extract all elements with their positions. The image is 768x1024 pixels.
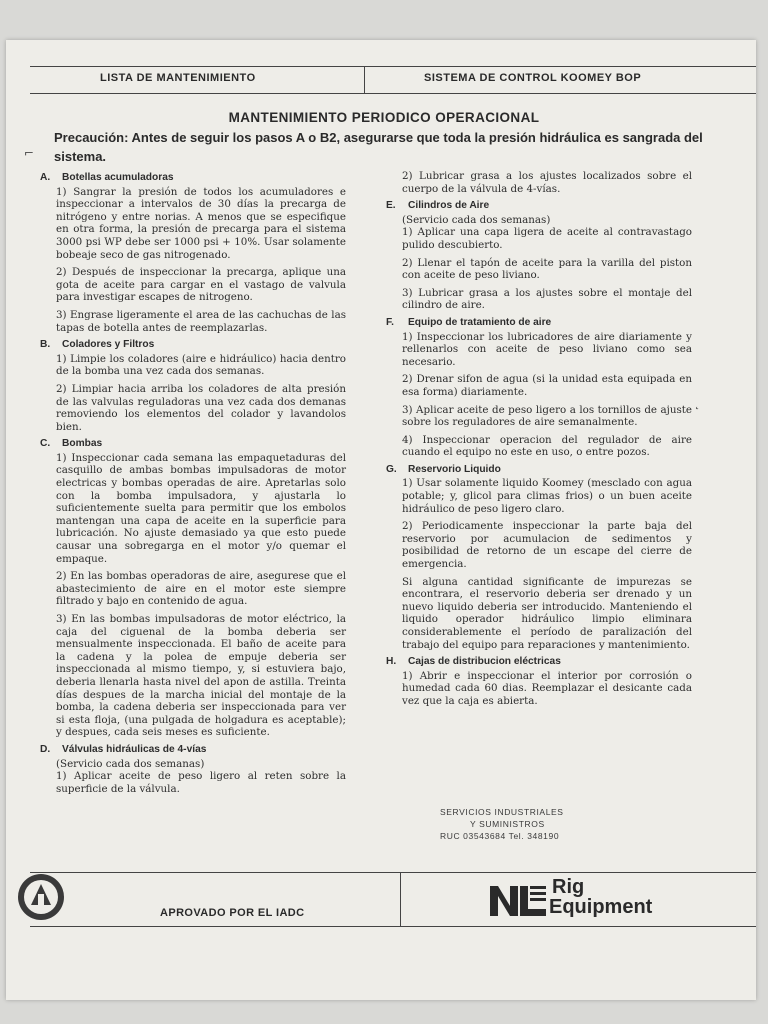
section-letter: F. <box>386 316 394 328</box>
section <box>386 170 692 195</box>
right-column <box>386 170 692 713</box>
section-subtitle: (Servicio cada dos semanas) <box>56 757 205 770</box>
maintenance-step: 1) Aplicar una capa ligera de aceite al contravastago pulido descubierto. <box>402 226 692 251</box>
margin-mark: ⌐ <box>24 146 35 160</box>
section <box>386 464 692 651</box>
section-title: Válvulas hidráulicas de 4-vías <box>62 743 207 755</box>
section <box>40 438 346 739</box>
company-line-1: SERVICIOS INDUSTRIALES <box>440 807 564 817</box>
section-heading <box>40 744 346 757</box>
header-right-title: SISTEMA DE CONTROL KOOMEY BOP <box>424 72 642 84</box>
section-title: Cajas de distribucion eléctricas <box>408 656 561 668</box>
caution-note: Precaución: Antes de seguir los pasos A o B2, asegurarse que toda la presión hidráulica es sangrada del sistema. <box>54 130 703 164</box>
section-title: Cilindros de Aire <box>408 200 490 212</box>
section-heading <box>386 464 692 477</box>
section-heading <box>386 317 692 330</box>
margin-mark: ˛ <box>694 396 700 410</box>
maintenance-step: 3) Engrase ligeramente el area de las cachuchas de las tapas de botella antes de reemplazarlas. <box>56 308 346 334</box>
maintenance-step: 2) Lubricar grasa a los ajustes localizados sobre el cuerpo de la válvula de 4-vías. <box>402 170 692 195</box>
maintenance-step: 2) Después de inspeccionar la precarga, aplique una gota de aceite para cargar en el vastago de valvula para investigar escapes de nitrogeno. <box>56 266 346 304</box>
section-title: Bombas <box>62 438 103 450</box>
maintenance-step: 2) Limpiar hacia arriba los coladores de alta presión de las valvulas reguladoras una vez cada dos demanas removiendo los elementos del colador y lavandolos bien. <box>56 382 346 433</box>
maintenance-step: 2) Periodicamente inspeccionar la parte baja del reservorio por acumulacion de sedimentos y posibilidad de retorno de un escape del cierre de emergencia. <box>402 520 692 571</box>
nl-logo-icon <box>488 880 548 920</box>
section-letter: A. <box>40 172 51 183</box>
section-letter: C. <box>40 438 51 450</box>
maintenance-step: 1) Usar solamente liquido Koomey (mesclado con agua potable; y, glicol para climas frios) o un buen aceite hidráulico de peso ligero claro. <box>402 477 692 515</box>
section-heading <box>40 438 346 451</box>
header-left-title: LISTA DE MANTENIMIENTO <box>100 72 256 84</box>
company-line-3: RUC 03543684 Tel. 348190 <box>440 831 560 841</box>
footer-divider <box>400 872 401 927</box>
footer-bottom-rule <box>30 926 756 927</box>
section-heading <box>40 172 346 185</box>
approved-by-iadc: APROVADO POR EL IADC <box>160 907 305 919</box>
maintenance-step: 2) Drenar sifon de agua (si la unidad esta equipada en esa forma) diariamente. <box>402 373 692 398</box>
section <box>40 339 346 433</box>
rig-equipment-brand <box>549 876 653 918</box>
maintenance-step: Si alguna cantidad significante de impurezas se encontrara, el reservorio deberia ser drenado y un nuevo liquido deberia ser introducido. Manteniendo el liquido operador hidráulico limpio eliminara considerablemente el período de paralización del trabajo del equipo para reparaciones y mantenimiento. <box>402 575 692 651</box>
maintenance-step: 2) Llenar el tapón de aceite para la varilla del piston con aceite de peso liviano. <box>402 256 692 282</box>
company-line-2: Y SUMINISTROS <box>470 819 545 829</box>
left-column <box>40 172 346 800</box>
section-letter: E. <box>386 200 396 212</box>
footer-top-rule <box>30 872 756 873</box>
page-title: MANTENIMIENTO PERIODICO OPERACIONAL <box>228 110 540 125</box>
maintenance-step: 4) Inspeccionar operacion del regulador de aire cuando el equipo no este en uso, o entre pozos. <box>402 433 692 459</box>
section-heading <box>386 656 692 669</box>
maintenance-step: 1) Aplicar aceite de peso ligero al reten sobre la superficie de la válvula. <box>56 770 346 795</box>
section-title: Reservorio Liquido <box>408 463 501 475</box>
company-stamp <box>440 806 610 842</box>
maintenance-step: 2) En las bombas operadoras de aire, asegurese que el abastecimiento de aire en el motor este siempre filtrado y bajo en contenido de agua. <box>56 570 346 608</box>
section-subtitle: (Servicio cada dos semanas) <box>402 213 551 226</box>
section-letter: H. <box>386 656 397 668</box>
header-bottom-rule <box>30 93 756 94</box>
maintenance-step: 1) Inspeccionar los lubricadores de aire diariamente y rellenarlos con aceite de peso liviano como sea necesario. <box>402 330 692 368</box>
section-title: Botellas acumuladoras <box>62 172 174 183</box>
section-title: Coladores y Filtros <box>62 339 155 351</box>
maintenance-step: 3) Aplicar aceite de peso ligero a los tornillos de ajuste sobre los reguladores de aire semanalmente. <box>402 403 692 429</box>
brand-line-1: Rig <box>552 876 585 898</box>
section-heading <box>40 339 346 352</box>
maintenance-step: 3) En las bombas impulsadoras de motor eléctrico, la caja del ciguenal de la bomba deberia ser mensualmente inspeccionada. El baño de aceite para la cadena y la polea de empuje deberia ser inspeccionada al mismo tiempo, y, si estuviera bajo, deberia llenarla hasta nivel del apon de astilla. Treinta días despues de la marcha inicial del montaje de la bomba, la cadena deberia ser inspeccionada para ver si esta floja, (una pulgada de holgadura es aceptable); y despues, cada seis meses es suficiente. <box>56 613 346 739</box>
maintenance-step: 1) Abrir e inspeccionar el interior por corrosión o humedad cada 60 dias. Reemplazar el desicante cada vez que la caja es abierta. <box>402 669 692 707</box>
section <box>40 744 346 795</box>
section <box>40 172 346 334</box>
section-letter: G. <box>386 463 397 475</box>
section-title: Equipo de tratamiento de aire <box>408 316 552 328</box>
section <box>386 200 692 312</box>
maintenance-step: 1) Sangrar la presión de todos los acumuladores e inspeccionar a intervalos de 30 días la precarga de nitrógeno y entre norias. A menos que se especifique en otra forma, la presión de precarga para el sistema 3000 psi WP debe ser 1000 psi + 10%. Usar solamente bobeaje seco de gas nitrogenado. <box>56 185 346 261</box>
header-divider <box>364 66 365 94</box>
header-top-rule <box>30 66 756 67</box>
section-letter: D. <box>40 743 51 755</box>
section <box>386 317 692 459</box>
section <box>386 656 692 707</box>
section-heading <box>386 200 692 213</box>
maintenance-step: 1) Limpie los coladores (aire e hidráulico) hacia dentro de la bomba una vez cada dos semanas. <box>56 352 346 378</box>
maintenance-step: 3) Lubricar grasa a los ajustes sobre el montaje del cilindro de aire. <box>402 286 692 312</box>
iadc-seal-logo <box>16 872 66 922</box>
section-letter: B. <box>40 339 51 351</box>
maintenance-step: 1) Inspeccionar cada semana las empaquetaduras del casquillo de ambas bombas impulsadoras de motor electricas y bombas operadas de aire. Apretarlas solo con la bomba impulsadora, y ajustarla lo suficientemente suelta para permitir que los embolos mantengan una capa de aceite en la superficie para lubricación. No ajuste demasiado ya que esto puede causar una sobregarga en el motor y/o quemar el empaque. <box>56 451 346 565</box>
brand-line-2: Equipment <box>549 896 653 918</box>
